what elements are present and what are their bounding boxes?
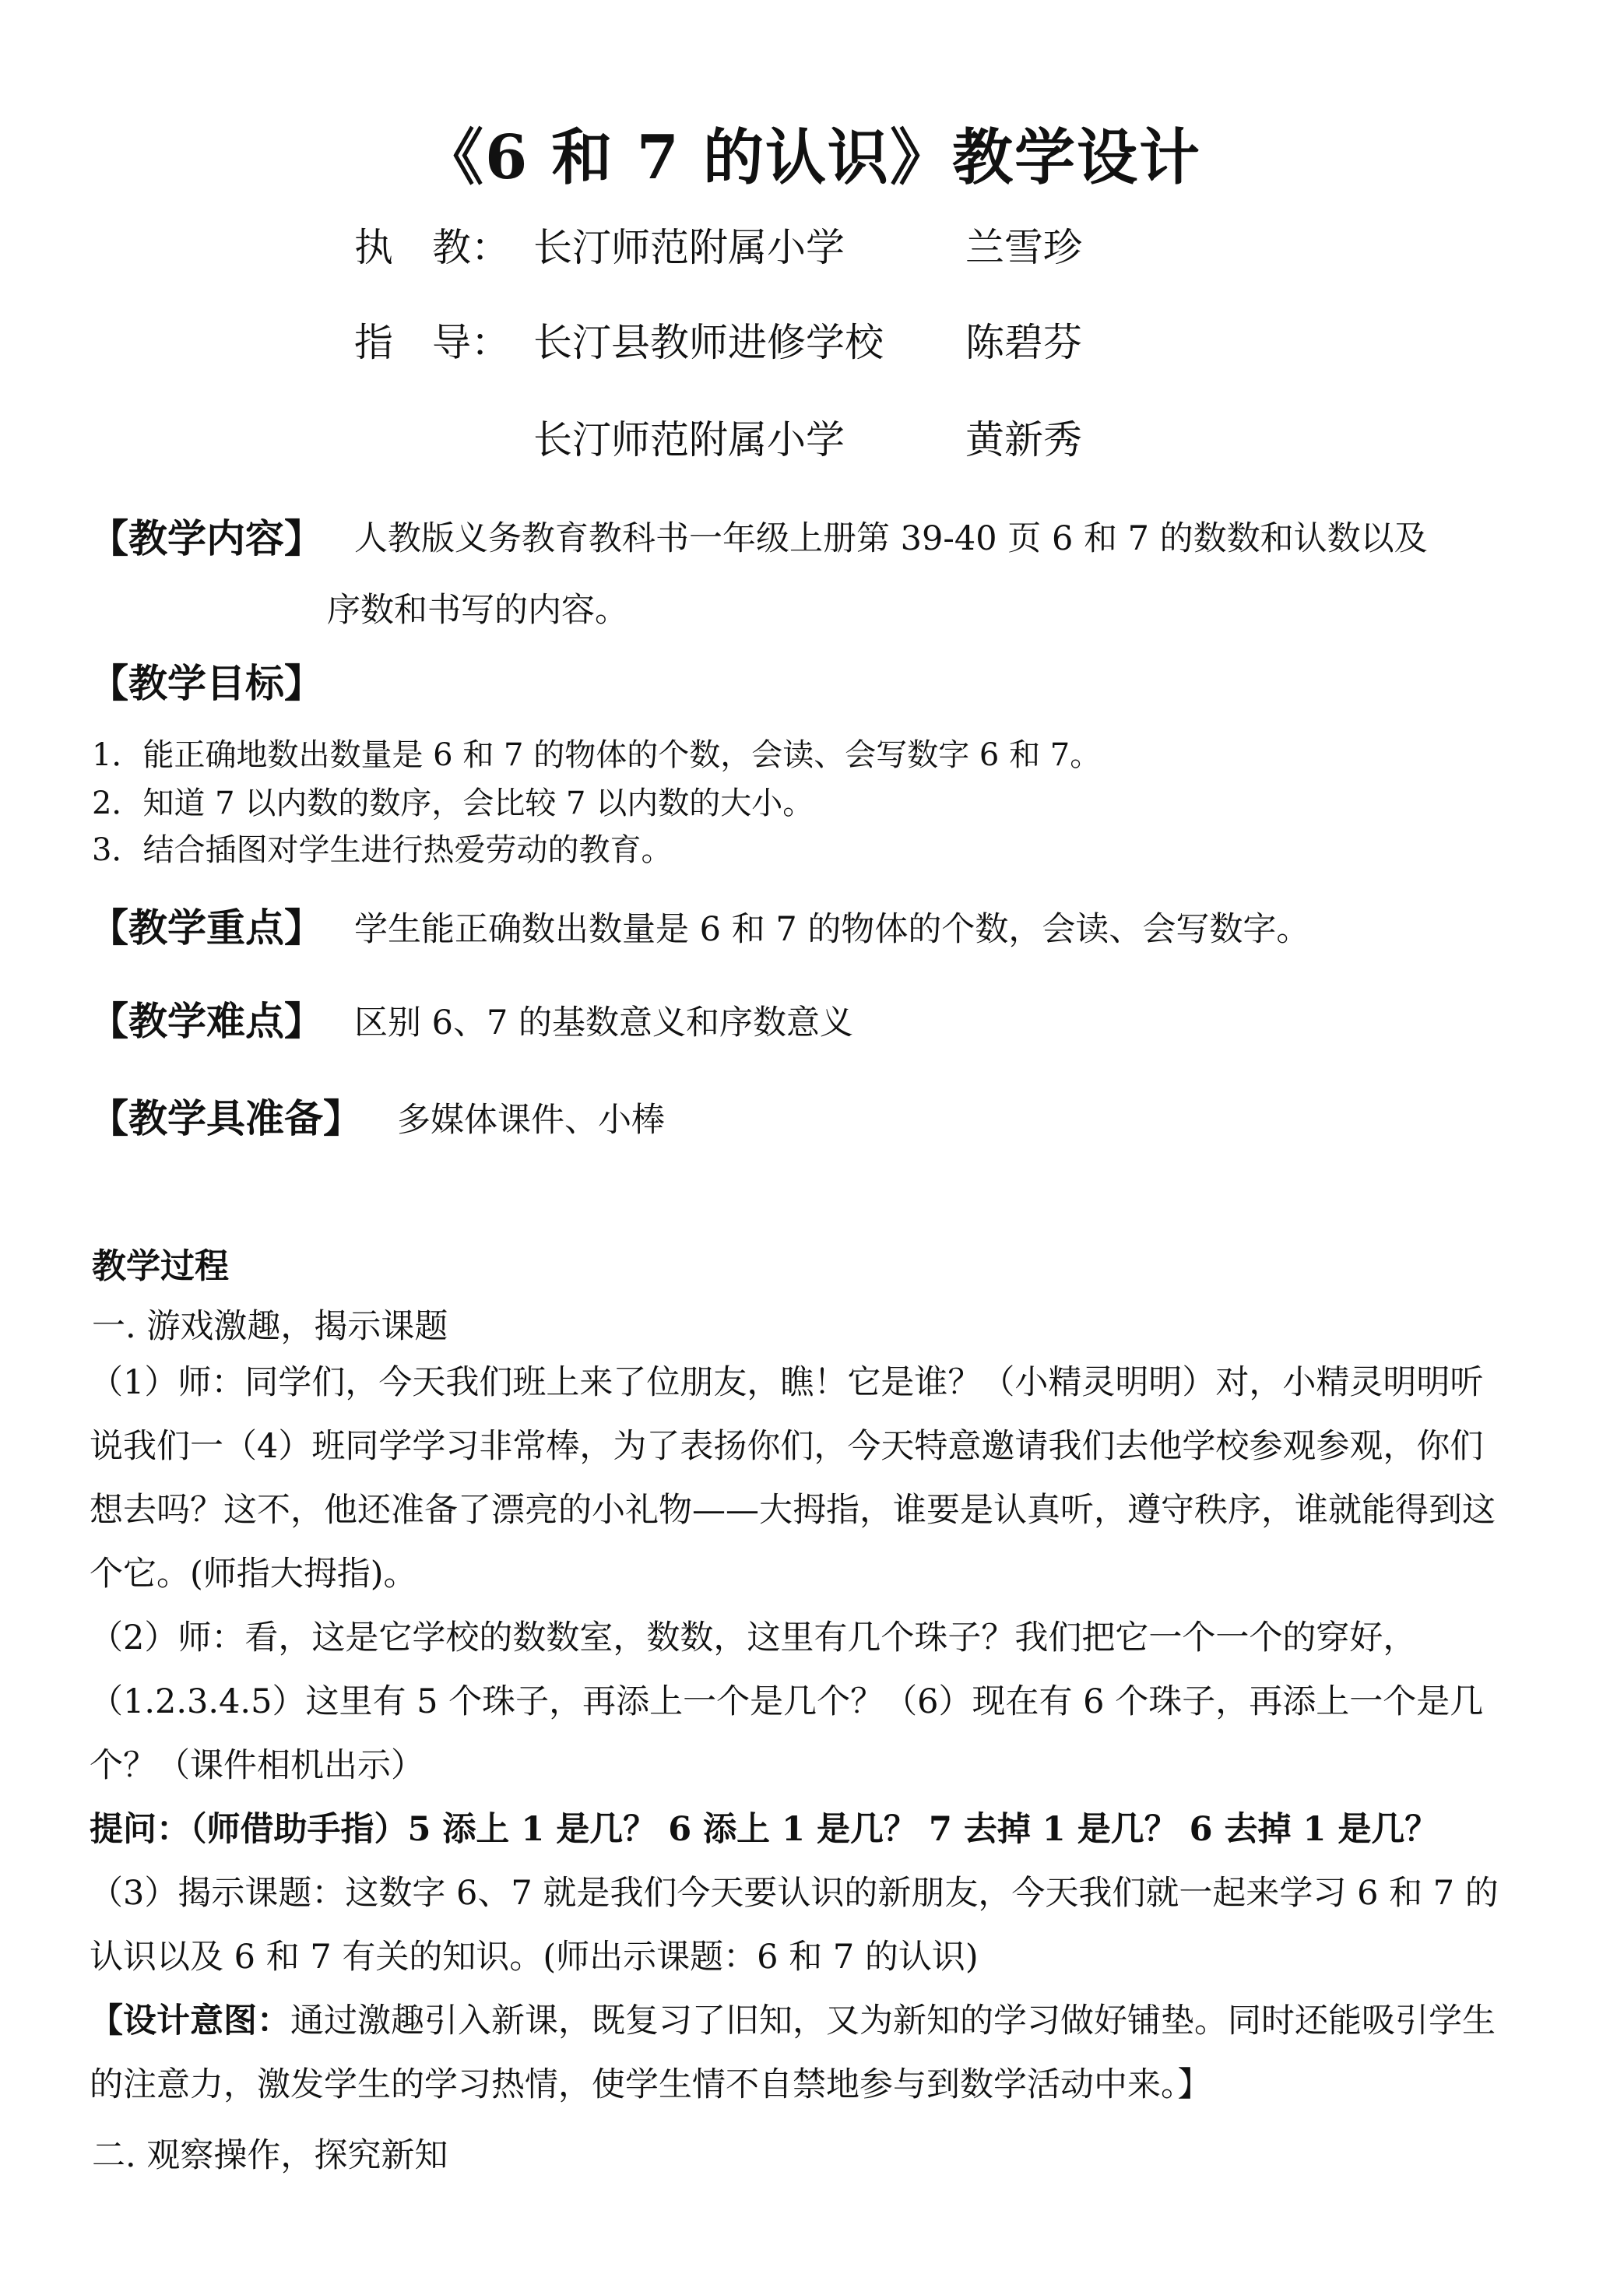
guide-label: 指 导： bbox=[354, 320, 510, 365]
content-line-1: 人教版义务教育教科书一年级上册第 39-40 页 6 和 7 的数数和认数以及 bbox=[354, 519, 1428, 558]
goal-item-2: 2．知道 7 以内数的数序，会比较 7 以内数的大小。 bbox=[92, 786, 814, 821]
guide-name-2: 黄新秀 bbox=[965, 417, 1082, 462]
design-intent bbox=[90, 1989, 1514, 2117]
process-section-1: 一. 游戏激趣，揭示课题 bbox=[92, 1307, 448, 1346]
design-intent-label: 【设计意图： bbox=[90, 2002, 290, 2040]
key-point-text: 学生能正确数出数量是 6 和 7 的物体的个数，会读、会写数字。 bbox=[354, 910, 1310, 949]
guide-school-2: 长汀师范附属小学 bbox=[533, 417, 845, 462]
process-heading: 教学过程 bbox=[92, 1246, 229, 1286]
difficulty-label: 【教学难点】 bbox=[90, 999, 323, 1044]
process-section-2: 二. 观察操作，探究新知 bbox=[92, 2136, 448, 2175]
prep-label: 【教学具准备】 bbox=[90, 1096, 362, 1141]
process-paragraph-3: （3）揭示课题：这数字 6、7 就是我们今天要认识的新朋友，今天我们就一起来学习 6 和 7 的认识以及 6 和 7 有关的知识。(师出示课题：6 和 7 的认识) bbox=[90, 1874, 1499, 1977]
process-paragraph-2: （2）师：看，这是它学校的数数室，数数，这里有几个珠子？我们把它一个一个的穿好，（1.2.3.4.5）这里有 5 个珠子，再添上一个是几个？（6）现在有 6 个珠子，再添上一个是几个？（课件相机出示） bbox=[90, 1618, 1484, 1785]
key-point-label: 【教学重点】 bbox=[90, 905, 323, 951]
goal-item-1: 1．能正确地数出数量是 6 和 7 的物体的个数，会读、会写数字 6 和 7。 bbox=[92, 737, 1102, 773]
goal-item-3: 3．结合插图对学生进行热爱劳动的教育。 bbox=[92, 832, 673, 868]
content-label: 【教学内容】 bbox=[90, 516, 323, 561]
goals-label: 【教学目标】 bbox=[90, 661, 323, 706]
guide-school-1: 长汀县教师进修学校 bbox=[533, 320, 884, 365]
document-title: 《6 和 7 的认识》教学设计 bbox=[422, 122, 1201, 193]
process-paragraph-1: （1）师：同学们，今天我们班上来了位朋友，瞧！它是谁？（小精灵明明）对，小精灵明明听说我们一（4）班同学学习非常棒，为了表扬你们，今天特意邀请我们去他学校参观参观，你们想去吗？这不，他还准备了漂亮的小礼物——大拇指，谁要是认真听，遵守秩序，谁就能得到这个它。(师指大拇指)。 bbox=[90, 1363, 1496, 1594]
prep-text: 多媒体课件、小棒 bbox=[397, 1101, 665, 1140]
design-intent-text: 通过激趣引入新课，既复习了旧知，又为新知的学习做好铺垫。同时还能吸引学生的注意力，激发学生的学习热情，使学生情不自禁地参与到数学活动中来。】 bbox=[90, 2002, 1496, 2104]
process-question: 提问：（师借助手指）5 添上 1 是几？ 6 添上 1 是几？ 7 去掉 1 是几？ 6 去掉 1 是几？ bbox=[90, 1810, 1439, 1849]
difficulty-text: 区别 6、7 的基数意义和序数意义 bbox=[354, 1003, 854, 1042]
teach-school: 长汀师范附属小学 bbox=[533, 225, 845, 270]
guide-name-1: 陈碧芬 bbox=[965, 320, 1082, 365]
teach-name: 兰雪珍 bbox=[965, 225, 1082, 270]
teach-label: 执 教： bbox=[354, 225, 510, 270]
content-line-2: 序数和书写的内容。 bbox=[327, 591, 628, 630]
